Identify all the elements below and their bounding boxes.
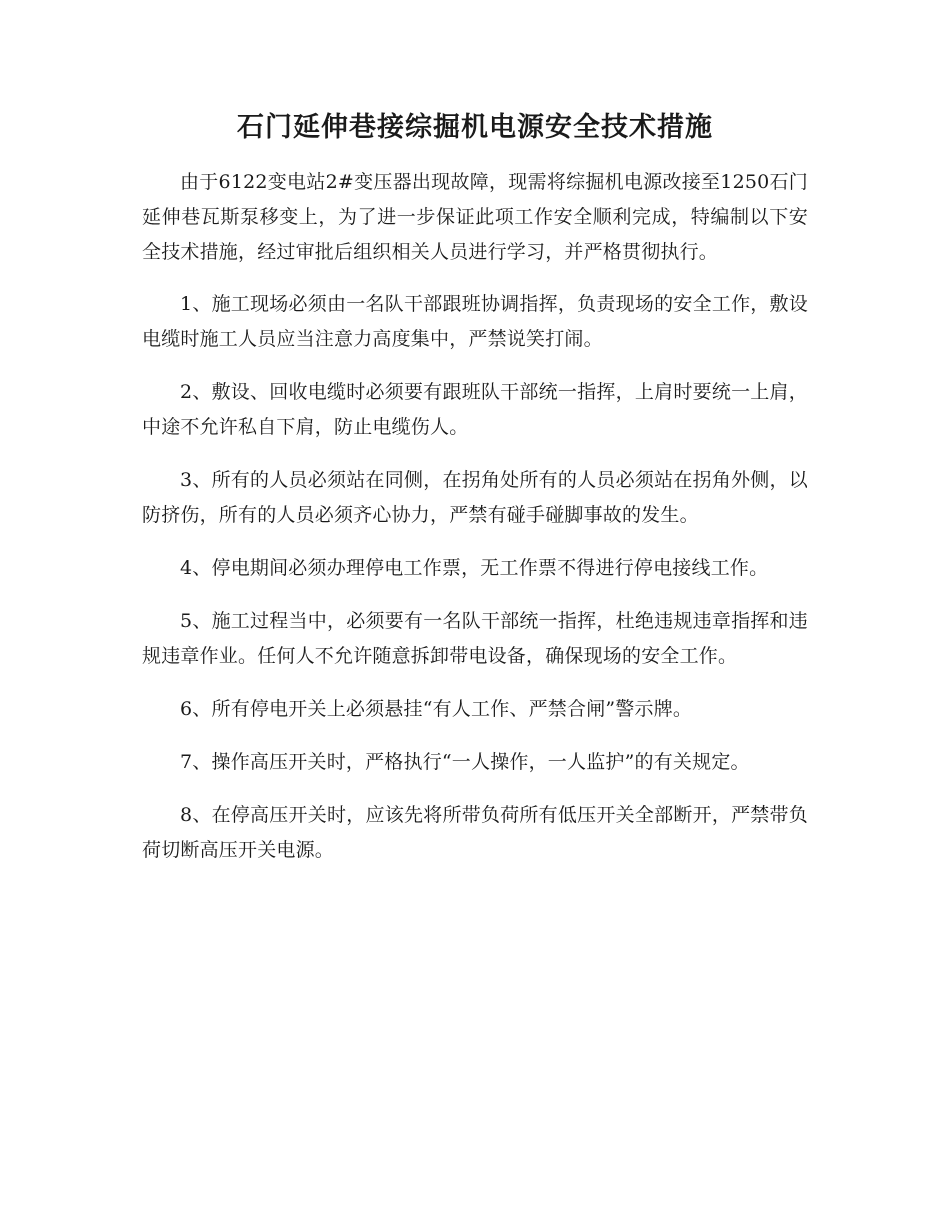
- measure-item-5: 5、施工过程当中，必须要有一名队干部统一指挥，杜绝违规违章指挥和违规违章作业。任何人不允许随意拆卸带电设备，确保现场的安全工作。: [142, 610, 808, 667]
- measure-item-3: 3、所有的人员必须站在同侧，在拐角处所有的人员必须站在拐角外侧，以防挤伤，所有的人员必须齐心协力，严禁有碰手碰脚事故的发生。: [142, 469, 808, 526]
- measure-item-7: 7、操作高压开关时，严格执行“一人操作，一人监护”的有关规定。: [180, 751, 750, 773]
- measure-item-8: 8、在停高压开关时，应该先将所带负荷所有低压开关全部断开，严禁带负荷切断高压开关电源。: [142, 804, 808, 861]
- measure-item-6: 6、所有停电开关上必须悬挂“有人工作、严禁合闸”警示牌。: [180, 698, 693, 720]
- measure-item-1: 1、施工现场必须由一名队干部跟班协调指挥，负责现场的安全工作，敷设电缆时施工人员应当注意力高度集中，严禁说笑打闹。: [142, 293, 808, 350]
- measure-item-2: 2、敷设、回收电缆时必须要有跟班队干部统一指挥，上肩时要统一上肩，中途不允许私自下肩，防止电缆伤人。: [142, 381, 808, 438]
- measure-item-4: 4、停电期间必须办理停电工作票，无工作票不得进行停电接线工作。: [180, 557, 769, 579]
- intro-paragraph: 由于6122变电站2#变压器出现故障，现需将综掘机电源改接至1250石门延伸巷瓦斯泵移变上，为了进一步保证此项工作安全顺利完成，特编制以下安全技术措施，经过审批后组织相关人员进行学习，并严格贯彻执行。: [142, 171, 808, 263]
- document-body: [142, 165, 808, 868]
- document-title: 石门延伸巷接综掘机电源安全技术措施: [237, 112, 713, 143]
